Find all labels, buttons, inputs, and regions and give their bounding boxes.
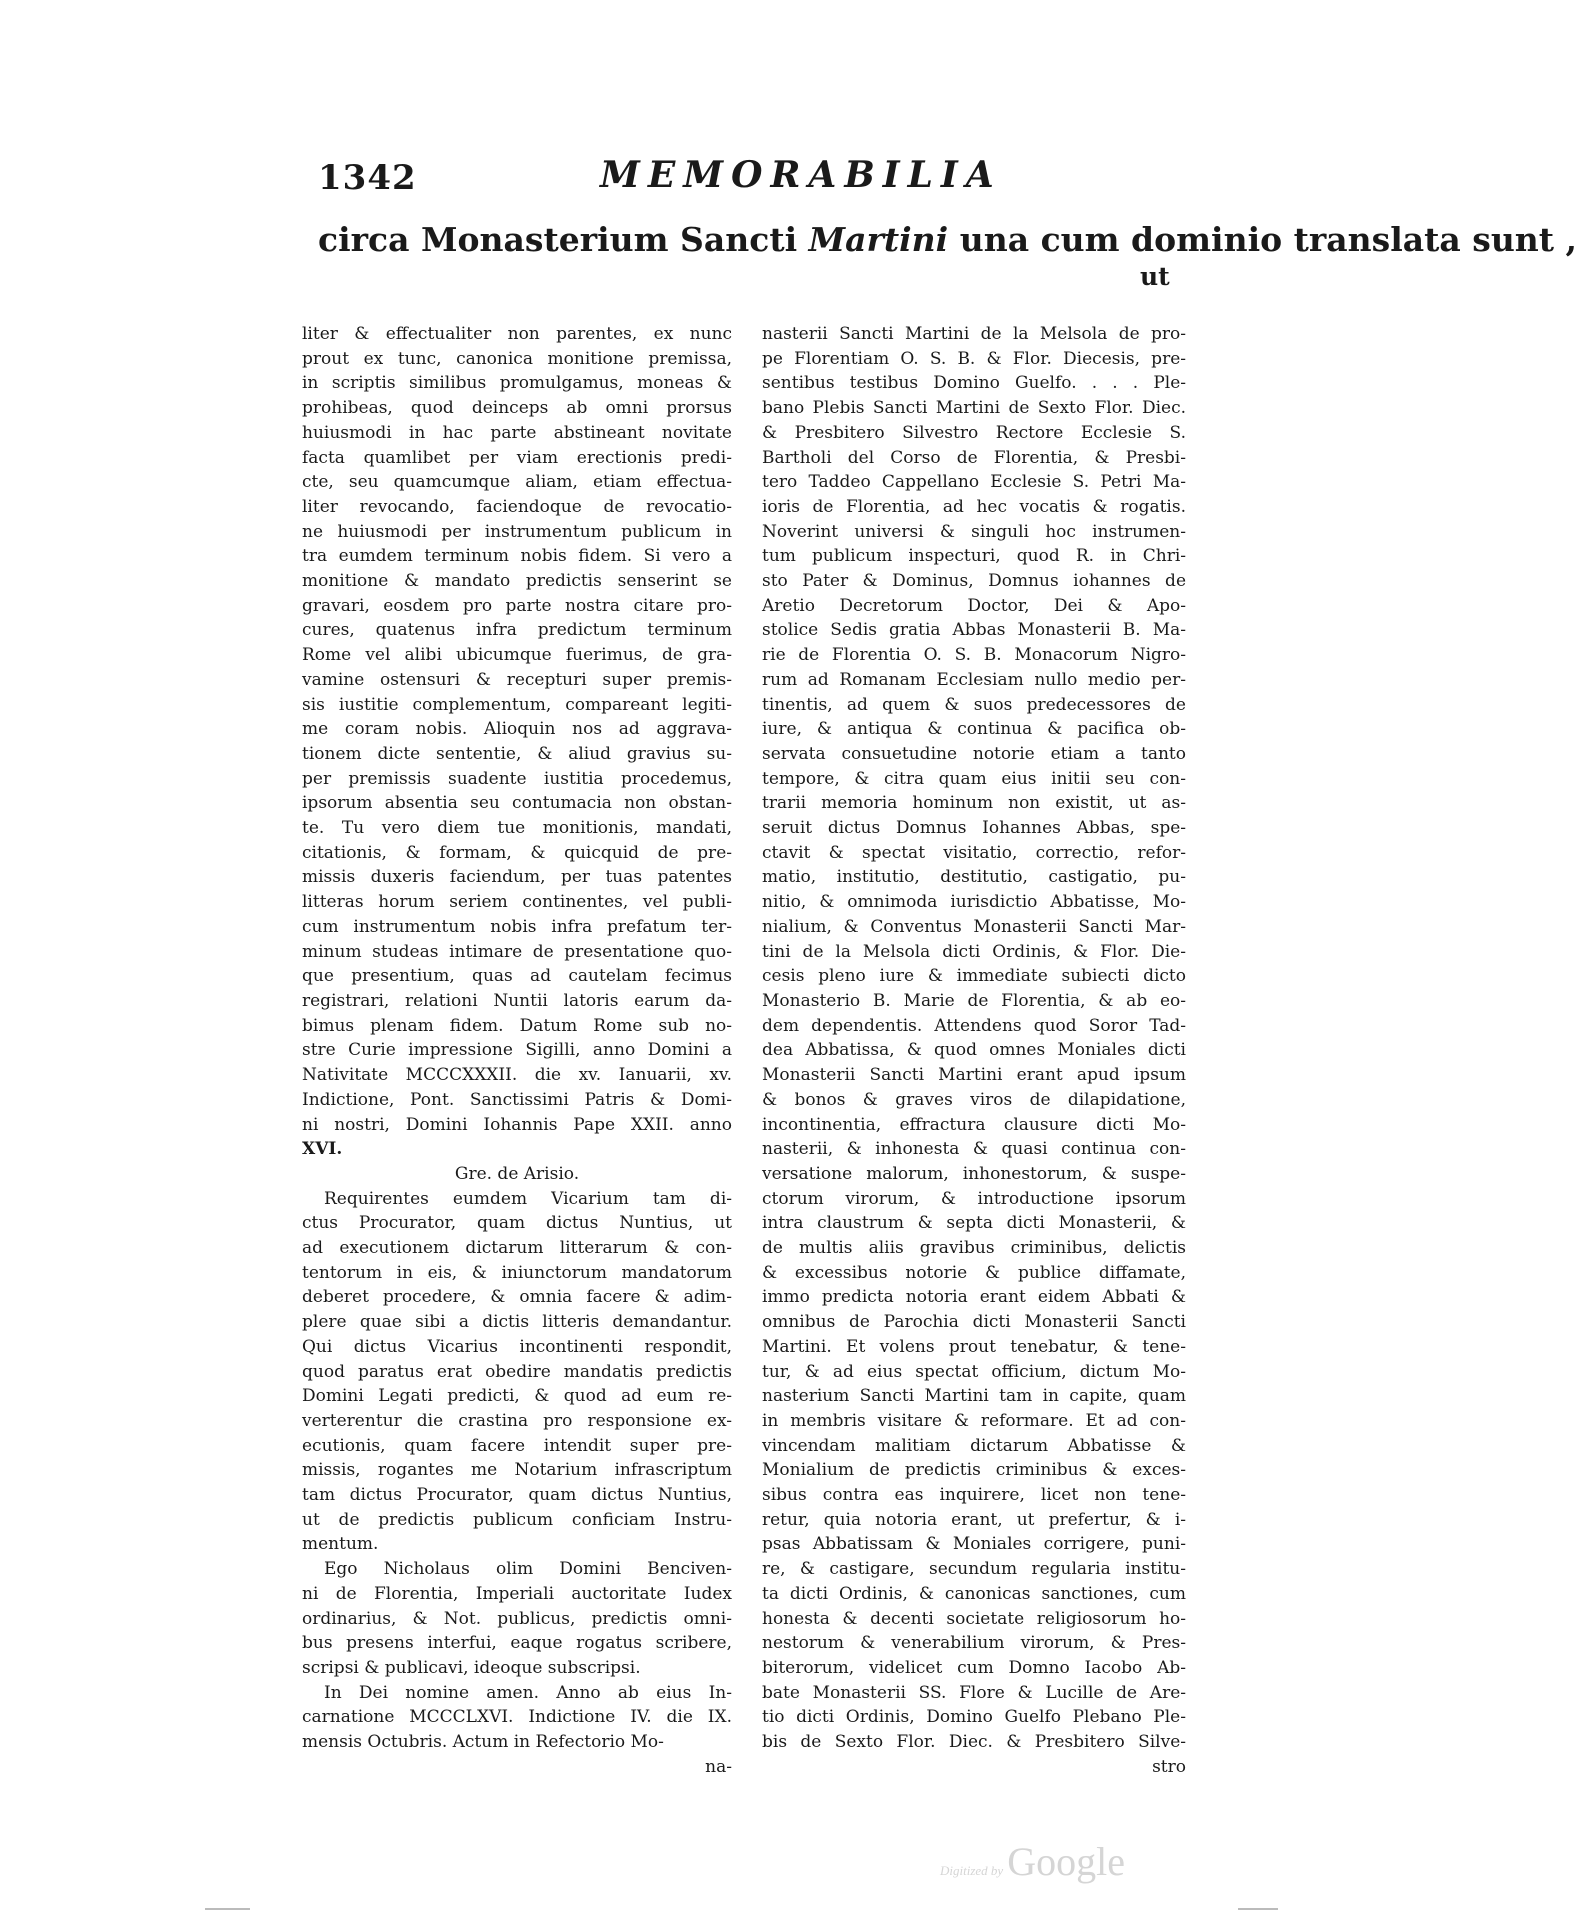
text-line: tio dicti Ordinis, Domino Guelfo Plebano Ple-	[762, 1707, 1186, 1728]
text-line: citationis, & formam, & quicquid de pre-	[302, 842, 732, 863]
text-line: bus presens interfui, eaque rogatus scribere,	[302, 1633, 732, 1654]
left-column	[302, 322, 732, 1779]
text-line: Ego Nicholaus olim Domini Benciven-	[324, 1559, 732, 1580]
scan-edge-mark	[1238, 1908, 1278, 1910]
text-line: nialium, & Conventus Monasterii Sancti Mar-	[762, 916, 1186, 937]
text-line: cte, seu quamcumque aliam, etiam effectua-	[302, 472, 732, 493]
text-line: minum studeas intimare de presentatione quo-	[302, 941, 732, 962]
text-line: cum instrumentum nobis infra prefatum ter-	[302, 916, 732, 937]
text-line: huiusmodi in hac parte abstineant novitate	[302, 422, 732, 443]
text-line: & excessibus notorie & publice diffamate,	[762, 1262, 1186, 1283]
text-line: intra claustrum & septa dicti Monasterii, &	[762, 1213, 1186, 1234]
watermark-small: Digitized by	[940, 1863, 1004, 1878]
text-line: facta quamlibet per viam erectionis predi-	[302, 447, 732, 468]
text-line: Monasterii Sancti Martini erant apud ipsum	[762, 1065, 1186, 1086]
text-line: Requirentes eumdem Vicarium tam di-	[324, 1188, 732, 1209]
text-line: registrari, relationi Nuntii latoris earum da-	[302, 990, 732, 1011]
text-line: bis de Sexto Flor. Diec. & Presbitero Silve-	[762, 1732, 1186, 1753]
text-line: ut de predictis publicum conficiam Instru-	[302, 1509, 732, 1530]
text-line: ctavit & spectat visitatio, correctio, refor-	[762, 842, 1186, 863]
text-line: trarii memoria hominum non existit, ut as-	[762, 793, 1186, 814]
text-line: de multis aliis gravibus criminibus, delictis	[762, 1238, 1186, 1259]
text-line: bimus plenam fidem. Datum Rome sub no-	[302, 1015, 732, 1036]
text-line: que presentium, quas ad cautelam fecimus	[302, 966, 732, 987]
text-line: tempore, & citra quam eius initii seu con-	[762, 768, 1186, 789]
text-line: ni de Florentia, Imperiali auctoritate Iudex	[302, 1583, 732, 1604]
text-line: Qui dictus Vicarius incontinenti respondit,	[302, 1336, 732, 1357]
text-line: Noverint universi & singuli hoc instrumen-	[762, 521, 1186, 542]
text-line: immo predicta notoria erant eidem Abbati &	[762, 1287, 1186, 1308]
text-line: biterorum, videlicet cum Domno Iacobo Ab-	[762, 1657, 1186, 1678]
catchword-bottom: stro	[1152, 1756, 1186, 1777]
text-line: bano Plebis Sancti Martini de Sexto Flor. Diec.	[762, 398, 1186, 419]
right-column	[762, 322, 1186, 1779]
text-line: tur, & ad eius spectat officium, dictum Mo-	[762, 1361, 1186, 1382]
text-line: me coram nobis. Alioquin nos ad aggrava-	[302, 719, 732, 740]
text-line: gravari, eosdem pro parte nostra citare pro-	[302, 595, 732, 616]
text-line: iure, & antiqua & continua & pacifica ob-	[762, 719, 1186, 740]
continuation-text-end: una cum dominio translata sunt ,	[948, 220, 1577, 259]
scan-edge-mark	[205, 1908, 250, 1910]
text-line: missis duxeris faciendum, per tuas patentes	[302, 867, 732, 888]
text-line: missis, rogantes me Notarium infrascriptum	[302, 1460, 732, 1481]
text-line: verterentur die crastina pro responsione ex-	[302, 1410, 732, 1431]
text-line: tero Taddeo Cappellano Ecclesie S. Petri Ma-	[762, 472, 1186, 493]
text-line: te. Tu vero diem tue monitionis, mandati,	[302, 818, 732, 839]
text-line: sentibus testibus Domino Guelfo. . . . Ple-	[762, 373, 1186, 394]
text-line: ecutionis, quam facere intendit super pre-	[302, 1435, 732, 1456]
text-line: XVI.	[302, 1139, 343, 1160]
text-line: prout ex tunc, canonica monitione premissa,	[302, 348, 732, 369]
text-line: ctus Procurator, quam dictus Nuntius, ut	[302, 1213, 732, 1234]
text-line: omnibus de Parochia dicti Monasterii Sancti	[762, 1312, 1186, 1333]
catchword-top: ut	[1140, 262, 1170, 291]
text-line: tionem dicte sententie, & aliud gravius su-	[302, 743, 732, 764]
continuation-line	[318, 220, 1577, 259]
text-line: ipsorum absentia seu contumacia non obstan-	[302, 793, 732, 814]
text-line: dea Abbatissa, & quod omnes Moniales dicti	[762, 1040, 1186, 1061]
text-line: nestorum & venerabilium virorum, & Pres-	[762, 1633, 1186, 1654]
text-line: versatione malorum, inhonestorum, & suspe-	[762, 1163, 1186, 1184]
text-line: Monialium de predictis criminibus & exces-	[762, 1460, 1186, 1481]
text-line: prohibeas, quod deinceps ab omni prorsus	[302, 398, 732, 419]
text-line: bate Monasterii SS. Flore & Lucille de Are-	[762, 1682, 1186, 1703]
text-line: per premissis suadente iustitia procedemus,	[302, 768, 732, 789]
text-line: In Dei nomine amen. Anno ab eius In-	[324, 1682, 732, 1703]
text-line: Rome vel alibi ubicumque fuerimus, de gra-	[302, 645, 732, 666]
text-line: na-	[705, 1756, 732, 1777]
text-line: honesta & decenti societate religiosorum ho-	[762, 1608, 1186, 1629]
text-line: re, & castigare, secundum regularia institu-	[762, 1559, 1186, 1580]
text-line: carnatione MCCCLXVI. Indictione IV. die IX.	[302, 1707, 732, 1728]
text-line: ta dicti Ordinis, & canonicas sanctiones, cum	[762, 1583, 1186, 1604]
text-line: ioris de Florentia, ad hec vocatis & rogatis.	[762, 496, 1186, 517]
text-line: incontinentia, effractura clausure dicti Mo-	[762, 1114, 1186, 1135]
text-line: dem dependentis. Attendens quod Soror Tad-	[762, 1015, 1186, 1036]
text-line: in membris visitare & reformare. Et ad con-	[762, 1410, 1186, 1431]
text-line: Indictione, Pont. Sanctissimi Patris & Domi-	[302, 1089, 732, 1110]
text-line: ni nostri, Domini Iohannis Pape XXII. anno	[302, 1114, 732, 1135]
text-line: tinentis, ad quem & suos predecessores de	[762, 694, 1186, 715]
text-line: ordinarius, & Not. publicus, predictis omni-	[302, 1608, 732, 1629]
continuation-italic: Martini	[808, 220, 949, 259]
text-line: ctorum virorum, & introductione ipsorum	[762, 1188, 1186, 1209]
text-line: retur, quia notoria erant, ut prefertur, & i-	[762, 1509, 1186, 1530]
text-line: cures, quatenus infra predictum terminum	[302, 620, 732, 641]
page-number: 1342	[318, 158, 417, 198]
watermark-large: Google	[1007, 1839, 1125, 1884]
text-line: Domini Legati predicti, & quod ad eum re-	[302, 1386, 732, 1407]
text-line: tam dictus Procurator, quam dictus Nuntius,	[302, 1485, 732, 1506]
text-line: liter revocando, faciendoque de revocatio-	[302, 496, 732, 517]
text-line: Bartholi del Corso de Florentia, & Presbi-	[762, 447, 1186, 468]
text-line: mensis Octubris. Actum in Refectorio Mo-	[302, 1732, 664, 1753]
text-line: sibus contra eas inquirere, licet non tene-	[762, 1485, 1186, 1506]
text-line: Aretio Decretorum Doctor, Dei & Apo-	[762, 595, 1186, 616]
text-line: tum publicum inspecturi, quod R. in Chri-	[762, 546, 1186, 567]
text-line: Nativitate MCCCXXXII. die xv. Ianuarii, xv.	[302, 1065, 732, 1086]
text-line: in scriptis similibus promulgamus, moneas &	[302, 373, 732, 394]
text-line: psas Abbatissam & Moniales corrigere, puni-	[762, 1534, 1186, 1555]
text-line: Gre. de Arisio.	[454, 1163, 580, 1184]
text-line: liter & effectualiter non parentes, ex nunc	[302, 324, 732, 344]
text-line: & Presbitero Silvestro Rectore Ecclesie S.	[762, 422, 1186, 443]
text-line: seruit dictus Domnus Iohannes Abbas, spe-	[762, 818, 1186, 839]
text-line: nasterium Sancti Martini tam in capite, quam	[762, 1386, 1186, 1407]
text-line: stre Curie impressione Sigilli, anno Domini a	[302, 1040, 732, 1061]
text-line: & bonos & graves viros de dilapidatione,	[762, 1089, 1186, 1110]
text-line: nasterii, & inhonesta & quasi continua con-	[762, 1139, 1186, 1160]
text-line: cesis pleno iure & immediate subiecti dicto	[762, 966, 1186, 987]
text-line: vincendam malitiam dictarum Abbatisse &	[762, 1435, 1186, 1456]
text-line: pe Florentiam O. S. B. & Flor. Diecesis, pre-	[762, 348, 1186, 369]
text-line: ne huiusmodi per instrumentum publicum in	[302, 521, 732, 542]
text-line: quod paratus erat obedire mandatis predictis	[302, 1361, 732, 1382]
text-line: nitio, & omnimoda iurisdictio Abbatisse, Mo-	[762, 892, 1186, 913]
text-line: vamine ostensuri & recepturi super premis-	[302, 669, 732, 690]
text-line: tini de la Melsola dicti Ordinis, & Flor. Die-	[762, 941, 1186, 962]
continuation-text: circa Monasterium Sancti	[318, 220, 809, 259]
text-line: deberet procedere, & omnia facere & adim-	[302, 1287, 732, 1308]
text-line: Monasterio B. Marie de Florentia, & ab eo-	[762, 990, 1186, 1011]
scan-watermark	[940, 1838, 1125, 1885]
text-line: mentum.	[302, 1534, 379, 1555]
text-line: ad executionem dictarum litterarum & con-	[302, 1238, 732, 1259]
text-line: rum ad Romanam Ecclesiam nullo medio per-	[762, 669, 1186, 690]
text-line: rie de Florentia O. S. B. Monacorum Nigro-	[762, 645, 1186, 666]
text-line: monitione & mandato predictis senserint se	[302, 571, 732, 592]
text-line: stolice Sedis gratia Abbas Monasterii B. Ma-	[762, 620, 1186, 641]
text-line: litteras horum seriem continentes, vel publi-	[302, 892, 732, 913]
running-head: MEMORABILIA	[600, 154, 1002, 196]
text-line: servata consuetudine notorie etiam a tanto	[762, 743, 1186, 764]
text-line: tentorum in eis, & iniunctorum mandatorum	[302, 1262, 732, 1283]
text-line: Martini. Et volens prout tenebatur, & tene-	[762, 1336, 1186, 1357]
text-line: nasterii Sancti Martini de la Melsola de pro-	[762, 324, 1186, 344]
text-line: matio, institutio, destitutio, castigatio, pu-	[762, 867, 1186, 888]
text-line: plere quae sibi a dictis litteris demandantur.	[302, 1312, 732, 1333]
text-line: tra eumdem terminum nobis fidem. Si vero a	[302, 546, 732, 567]
text-line: sis iustitie complementum, compareant legiti-	[302, 694, 732, 715]
text-line: sto Pater & Dominus, Domnus iohannes de	[762, 571, 1186, 592]
text-line: scripsi & publicavi, ideoque subscripsi.	[302, 1657, 641, 1678]
